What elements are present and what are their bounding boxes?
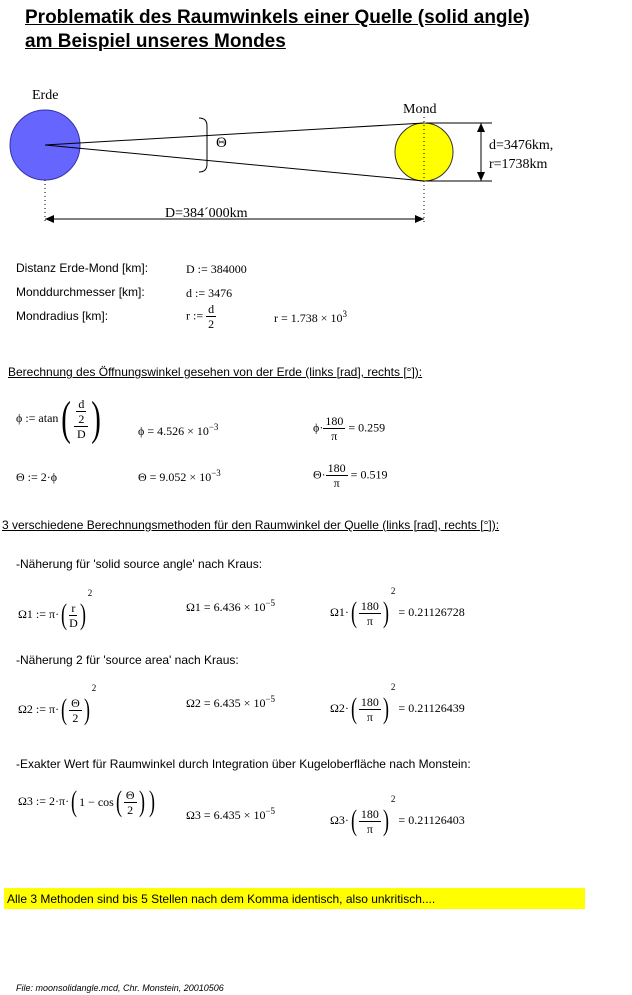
page-title-line-1: Problematik des Raumwinkels einer Quelle (solid angle) [25,7,530,28]
phi-definition: ϕ := atan ( $\frac{\frac{d}{2}}{D}$ ) [16,392,102,445]
method3-label: -Exakter Wert für Raumwinkel durch Integration über Kugeloberfläche nach Monstein: [16,757,471,771]
diameter-arrow-head-bottom [477,172,485,181]
page-title-line-2: am Beispiel unseres Mondes [25,31,286,52]
angle-brace [199,118,207,172]
param-result-radius: $r = 1.738 \times 10^3$ [274,309,348,325]
method2-degrees: Ω2· ( $\frac{180}{\pi}$ ) $^2$ = 0.21126439 [330,682,465,726]
earth-label: Erde [32,88,59,103]
conclusion-text: Alle 3 Methoden sind bis 5 Stellen nach dem Komma identisch, also unkritisch.... [7,892,436,906]
method2-result: $\Omega 2 = 6.435 \times 10^{-5}$ [186,694,276,710]
earth-moon-diagram [0,80,632,230]
moon-label: Mond [403,102,437,117]
file-footer: File: moonsolidangle.mcd, Chr. Monstein, 20010506 [16,983,224,993]
method1-degrees: Ω1· ( $\frac{180}{\pi}$ ) $^2$ = 0.21126728 [330,586,465,630]
sight-line-bottom [45,145,424,181]
theta-degrees: Θ· $\frac{180}{\pi}$ = 0.519 [313,461,388,490]
param-label-diameter: Monddurchmesser [km]: [16,285,145,299]
method1-definition: Ω1 := π· ( $\frac{r}{D}$ ) $^2$ [18,588,93,632]
sight-line-top [45,123,424,145]
param-label-radius: Mondradius [km]: [16,309,109,323]
param-formula-radius: r := $\frac{d}{2}$ [186,302,215,331]
distance-arrow-head-left [45,215,54,223]
method1-label: -Näherung für 'solid source angle' nach Kraus: [16,557,263,571]
theta-result: $\Theta = 9.052 \times 10^{-3}$ [138,468,221,484]
angle-label: Θ [216,135,227,151]
distance-label: D=384´000km [165,206,248,221]
method3-degrees: Ω3· ( $\frac{180}{\pi}$ ) $^2$ = 0.21126403 [330,794,465,838]
section1-heading: Berechnung des Öffnungswinkel gesehen von der Erde (links [rad], rechts [°]): [8,365,423,379]
method3-definition: Ω3 := 2·π· ( 1 − cos ( $\frac{\Theta}{2}$ ) ) [18,785,155,818]
radius-label: r=1738km [489,157,548,172]
param-formula-diameter: d := 3476 [186,286,233,300]
param-formula-distance: D := 384000 [186,262,247,276]
phi-result: $\phi = 4.526 \times 10^{-3}$ [138,422,219,438]
method1-result: $\Omega 1 = 6.436 \times 10^{-5}$ [186,598,276,614]
theta-definition: Θ := 2·ϕ [16,470,58,484]
param-label-distance: Distanz Erde-Mond [km]: [16,261,149,275]
phi-degrees: ϕ· $\frac{180}{\pi}$ = 0.259 [313,414,386,443]
moon-circle [395,123,453,181]
diameter-label: d=3476km, [489,138,554,153]
method2-definition: Ω2 := π· ( $\frac{\Theta}{2}$ ) $^2$ [18,683,97,727]
distance-arrow-head-right [415,215,424,223]
diameter-arrow-head-top [477,123,485,132]
method3-result: $\Omega 3 = 6.435 \times 10^{-5}$ [186,806,276,822]
section2-heading: 3 verschiedene Berechnungsmethoden für den Raumwinkel der Quelle (links [rad], rechts [°]): [2,518,500,532]
method2-label: -Näherung 2 für 'source area' nach Kraus: [16,653,239,667]
